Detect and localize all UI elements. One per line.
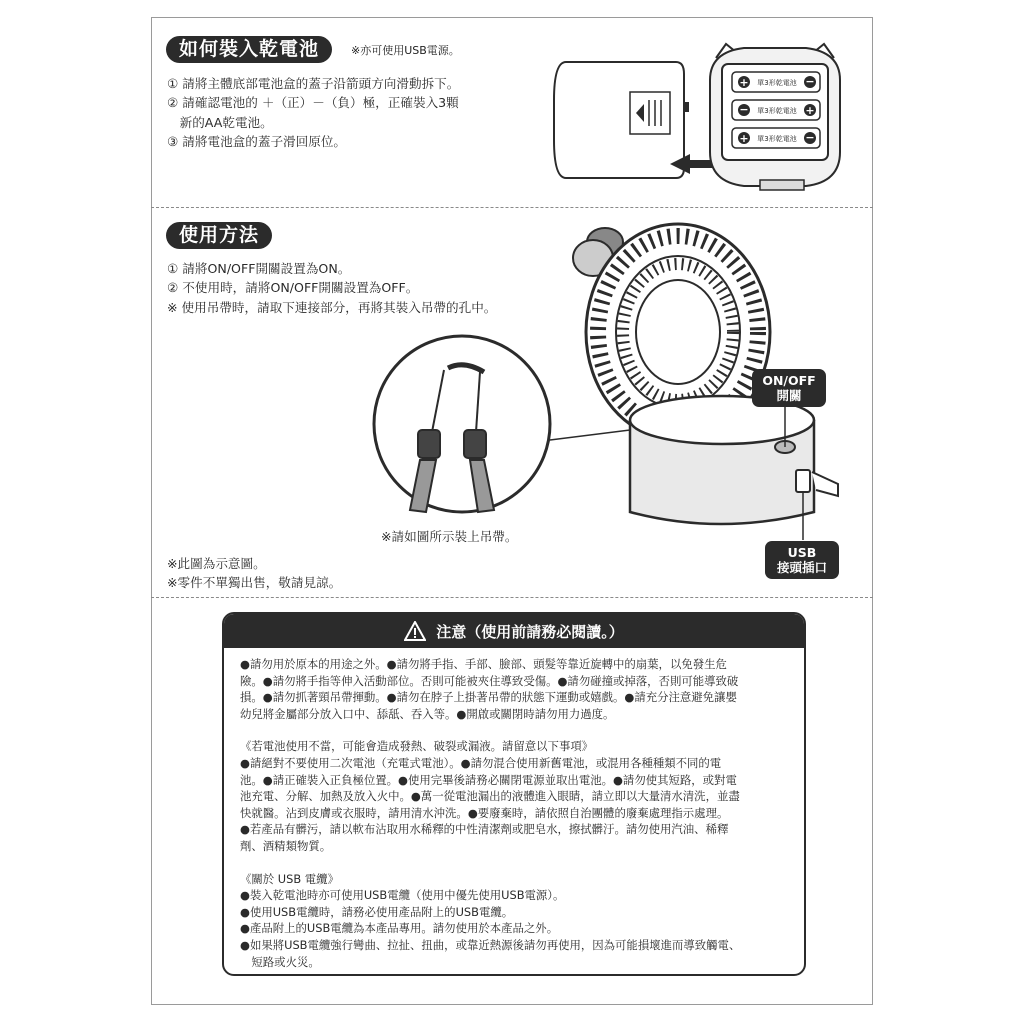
strap-buckle <box>464 430 486 458</box>
caution-box <box>222 612 806 976</box>
battery-label: 單3形乾電池 <box>757 135 797 143</box>
caution-line: 池。●請正確裝入正負極位置。●使用完畢後請務必關閉電源並取出電池。●請勿使其短路，或對電 <box>240 772 737 787</box>
battery-aa <box>732 72 820 92</box>
caution-line: ●使用USB電纜時，請務必使用產品附上的USB電纜。 <box>240 904 514 919</box>
battery-aa <box>732 128 820 148</box>
strap-caption: ※請如圖所示裝上吊帶。 <box>381 529 518 544</box>
caution-line: ●產品附上的USB電纜為本產品專用。請勿使用於本產品之外。 <box>240 921 559 936</box>
section-divider <box>151 207 873 208</box>
caution-line: 短路或火災。 <box>240 954 320 969</box>
usage-section-title: 使用方法 <box>166 222 272 249</box>
usb-port <box>796 470 810 492</box>
battery-step: ① 請將主體底部電池盒的蓋子沿箭頭方向滑動拆下。 <box>167 76 460 91</box>
caution-header <box>224 614 804 648</box>
footnotes <box>167 554 341 593</box>
svg-text:+: + <box>739 132 749 145</box>
svg-text:−: − <box>805 131 815 144</box>
caution-line: 快就醫。沾到皮膚或衣服時，請用清水沖洗。●要廢棄時，請依照自治團體的廢棄處理指示處理。 <box>240 805 729 820</box>
strap-buckle <box>418 430 440 458</box>
svg-text:−: − <box>739 103 749 116</box>
caution-line: ●如果將USB電纜強行彎曲、拉扯、扭曲，或靠近熱源後請勿再使用，因為可能損壞進而導致觸電、 <box>240 937 741 952</box>
svg-text:+: + <box>739 76 749 89</box>
caution-body <box>240 656 792 970</box>
battery-step: ② 請確認電池的 ＋（正）－（負）極，正確裝入3顆 <box>167 95 459 111</box>
battery-aa <box>732 100 820 120</box>
footnote: ※零件不單獨出售，敬請見諒。 <box>167 575 342 591</box>
svg-text:+: + <box>805 104 815 117</box>
caution-line: ●請勿用於原本的用途之外。●請勿將手指、手部、臉部、頭髮等靠近旋轉中的扇葉，以免發生危 <box>240 657 727 671</box>
caution-line: 池充電、分解、加熱及放入火中。●萬一從電池漏出的液體進入眼睛，請立即以大量清水清洗，並盡 <box>240 789 740 804</box>
battery-illustration <box>548 40 858 200</box>
caution-line: 《若電池使用不當，可能會造成發熱、破裂或漏液。請留意以下事項》 <box>240 739 594 754</box>
battery-label: 單3形乾電池 <box>757 107 797 115</box>
usb-callout-line1: USB <box>787 545 817 560</box>
battery-steps <box>167 74 459 152</box>
battery-label: 單3形乾電池 <box>757 79 797 87</box>
caution-line: 《關於 USB 電纜》 <box>240 871 339 886</box>
caution-line: 劑、酒精類物質。 <box>240 838 332 853</box>
caution-line: 險。●請勿將手指等伸入活動部位。否則可能被夾住導致受傷。●請勿碰撞或掉落，否則可能導致破 <box>240 673 739 688</box>
caution-title: 注意（使用前請務必閱讀。） <box>436 622 624 641</box>
onoff-callout-line1: ON/OFF <box>762 373 816 388</box>
caution-line: 損。●請勿抓著頸吊帶揮動。●請勿在脖子上掛著吊帶的狀態下運動或嬉戲。●請充分注意避免讓嬰 <box>240 690 737 705</box>
onoff-callout <box>752 369 826 407</box>
caution-line: ●若產品有髒污，請以軟布沾取用水稀釋的中性清潔劑或肥皂水，擦拭髒汙。請勿使用汽油、稀釋 <box>240 822 729 837</box>
usb-callout-line2: 接頭插口 <box>776 560 827 575</box>
usage-step: ② 不使用時，請將ON/OFF開關設置為OFF。 <box>167 280 419 296</box>
usb-callout <box>765 541 839 579</box>
footnote: ※此圖為示意圖。 <box>167 556 266 571</box>
svg-text:−: − <box>805 75 815 88</box>
usb-power-note: ※亦可使用USB電源。 <box>351 44 460 57</box>
section-divider <box>151 597 873 598</box>
warning-icon <box>404 621 426 641</box>
usage-step: ※ 使用吊帶時，請取下連接部分，再將其裝入吊帶的孔中。 <box>167 299 497 315</box>
usage-step: ① 請將ON/OFF開關設置為ON。 <box>167 261 351 276</box>
caution-line: ●裝入乾電池時亦可使用USB電纜（使用中優先使用USB電源）。 <box>240 888 565 903</box>
battery-section-title: 如何裝入乾電池 <box>166 36 332 63</box>
caution-line: ●請絕對不要使用二次電池（充電式電池）。●請勿混合使用新舊電池，或混用各種種類不同的電 <box>240 755 722 770</box>
caution-line: 幼兒將金屬部分放入口中、舔舐、吞入等。●開啟或關閉時請勿用力過度。 <box>240 706 615 721</box>
battery-step: 新的AA乾電池。 <box>167 114 273 130</box>
battery-step: ③ 請將電池盒的蓋子滑回原位。 <box>167 134 347 150</box>
onoff-callout-line2: 開關 <box>776 388 802 403</box>
